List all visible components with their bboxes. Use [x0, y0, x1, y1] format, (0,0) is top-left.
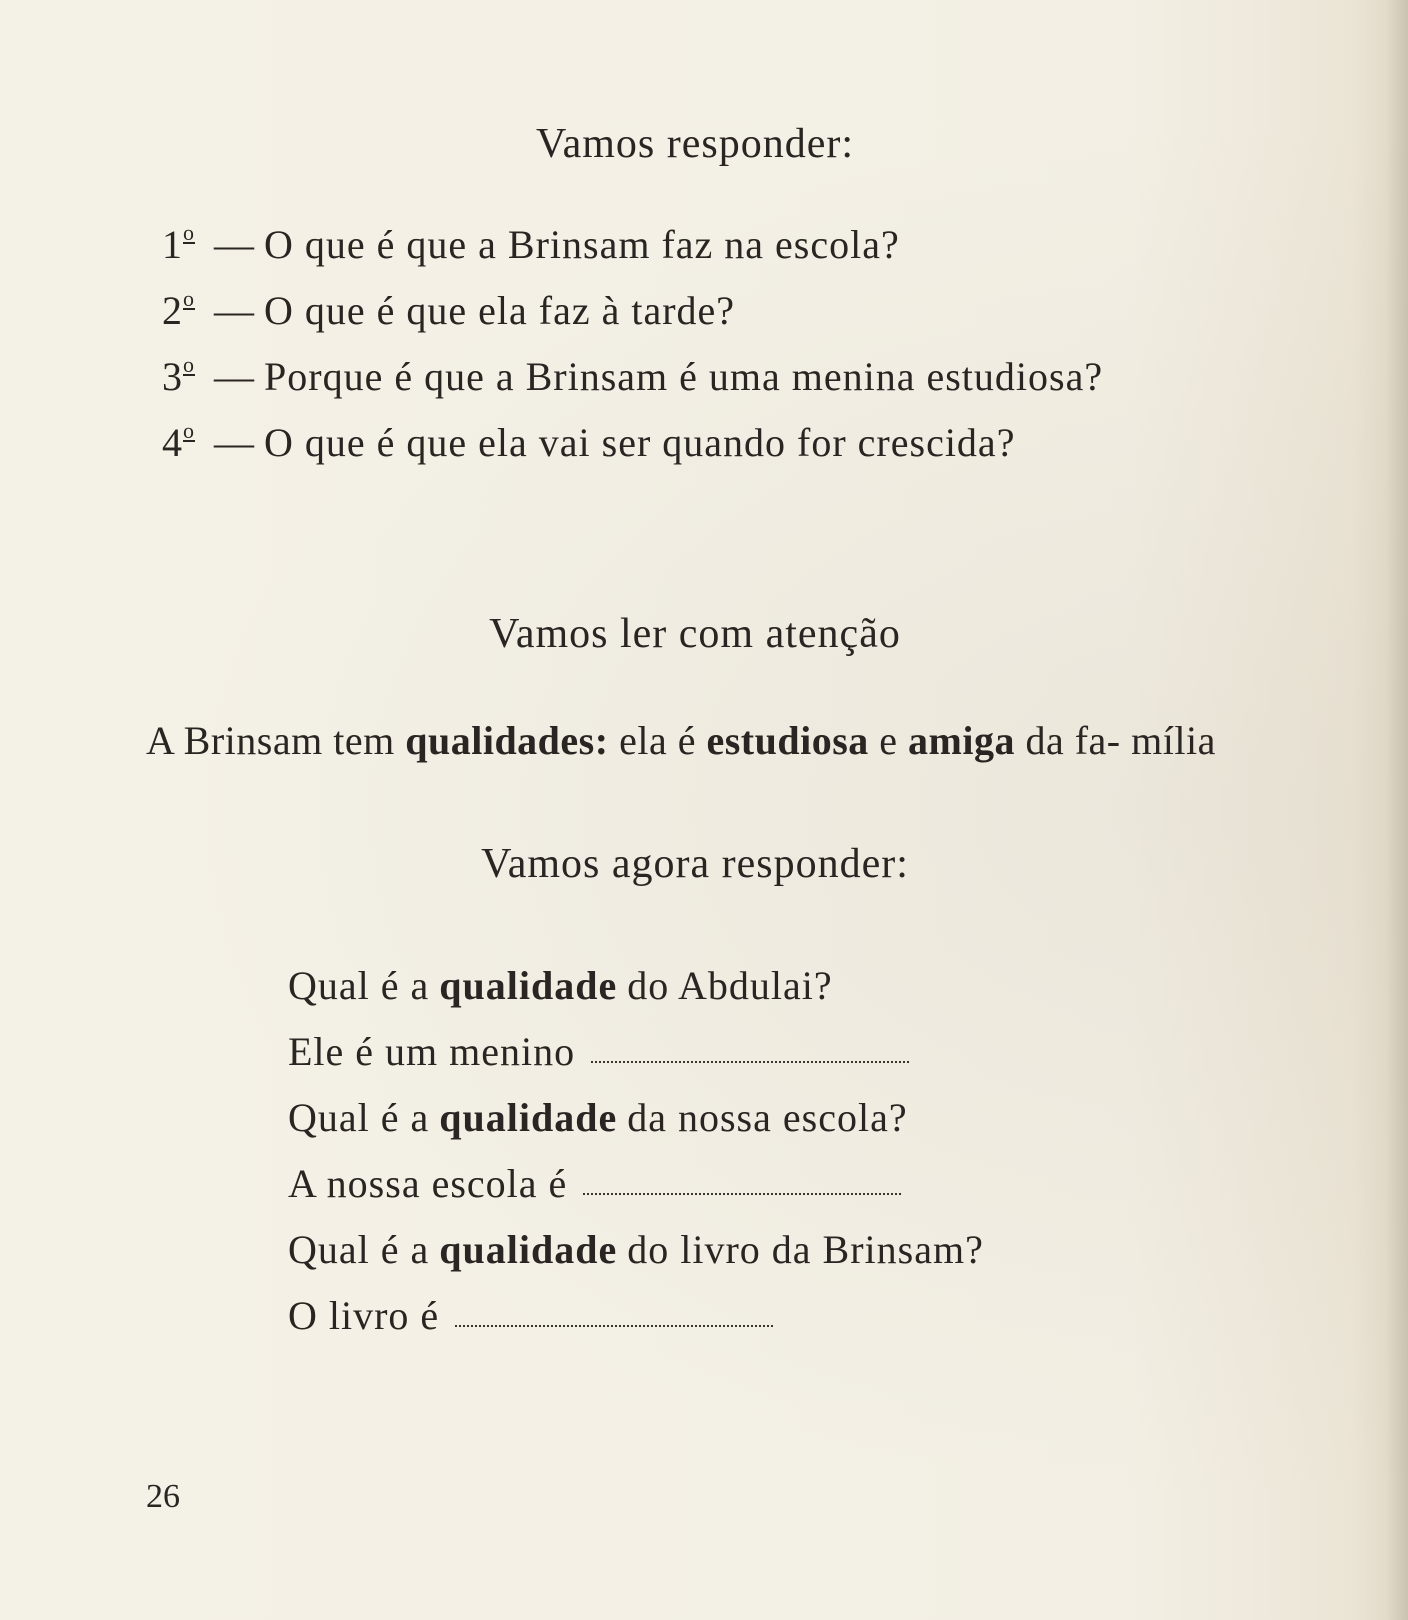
question-item-2 [162, 286, 1103, 352]
question-number: 4$^o$ [162, 418, 195, 465]
question-text: O que é que ela faz à tarde? [264, 288, 736, 333]
question-prefix: Qual é a [288, 963, 430, 1008]
exercise-answer-1 [288, 1028, 984, 1094]
paragraph-text: ela é [608, 718, 707, 763]
exercise-question-2 [288, 1094, 984, 1160]
question-text: O que é que ela vai ser quando for crescida? [264, 420, 1016, 465]
heading-vamos-ler: Vamos ler com atenção [489, 611, 901, 657]
question-dash: — [214, 288, 255, 333]
answer-blank-2[interactable] [583, 1192, 901, 1195]
page-number: 26 [146, 1478, 180, 1515]
question-text: O que é que a Brinsam faz na escola? [264, 222, 900, 267]
paragraph-bold-term: amiga [908, 718, 1015, 763]
paragraph-text: e [868, 718, 909, 763]
heading-vamos-agora-responder: Vamos agora responder: [481, 841, 909, 887]
question-prefix: Qual é a [288, 1095, 430, 1140]
heading-vamos-responder: Vamos responder: [535, 121, 855, 167]
question-dash: — [214, 222, 255, 267]
question-suffix: da nossa escola? [627, 1095, 908, 1140]
question-list [162, 220, 1103, 484]
paragraph-text: A Brinsam tem [146, 718, 406, 763]
answer-blank-1[interactable] [591, 1060, 909, 1063]
paragraph-text: da fa- mília [1014, 718, 1216, 763]
exercise-block [288, 962, 984, 1358]
question-bold-term: qualidade [439, 1227, 618, 1272]
question-number: 1$^o$ [162, 220, 195, 267]
exercise-answer-2 [288, 1160, 984, 1226]
question-suffix: do Abdulai? [627, 963, 833, 1008]
question-text: Porque é que a Brinsam é uma menina estudiosa? [264, 354, 1104, 399]
question-item-4 [162, 418, 1103, 484]
answer-prompt: A nossa escola é [288, 1161, 568, 1206]
answer-prompt: O livro é [288, 1293, 440, 1338]
reading-paragraph [146, 710, 1286, 772]
page-edge-shadow [1386, 0, 1408, 1620]
paragraph-bold-term: estudiosa [706, 718, 869, 763]
question-dash: — [214, 420, 255, 465]
question-bold-term: qualidade [439, 963, 618, 1008]
exercise-answer-3 [288, 1292, 984, 1358]
question-prefix: Qual é a [288, 1227, 430, 1272]
question-number: 2$^o$ [162, 286, 195, 333]
question-number: 3$^o$ [162, 352, 195, 399]
paragraph-bold-term: qualidades: [405, 718, 609, 763]
exercise-question-3 [288, 1226, 984, 1292]
question-item-1 [162, 220, 1103, 286]
question-dash: — [214, 354, 255, 399]
answer-prompt: Ele é um menino [288, 1029, 576, 1074]
exercise-question-1 [288, 962, 984, 1028]
answer-blank-3[interactable] [455, 1324, 773, 1327]
question-bold-term: qualidade [439, 1095, 618, 1140]
question-item-3 [162, 352, 1103, 418]
question-suffix: do livro da Brinsam? [627, 1227, 984, 1272]
